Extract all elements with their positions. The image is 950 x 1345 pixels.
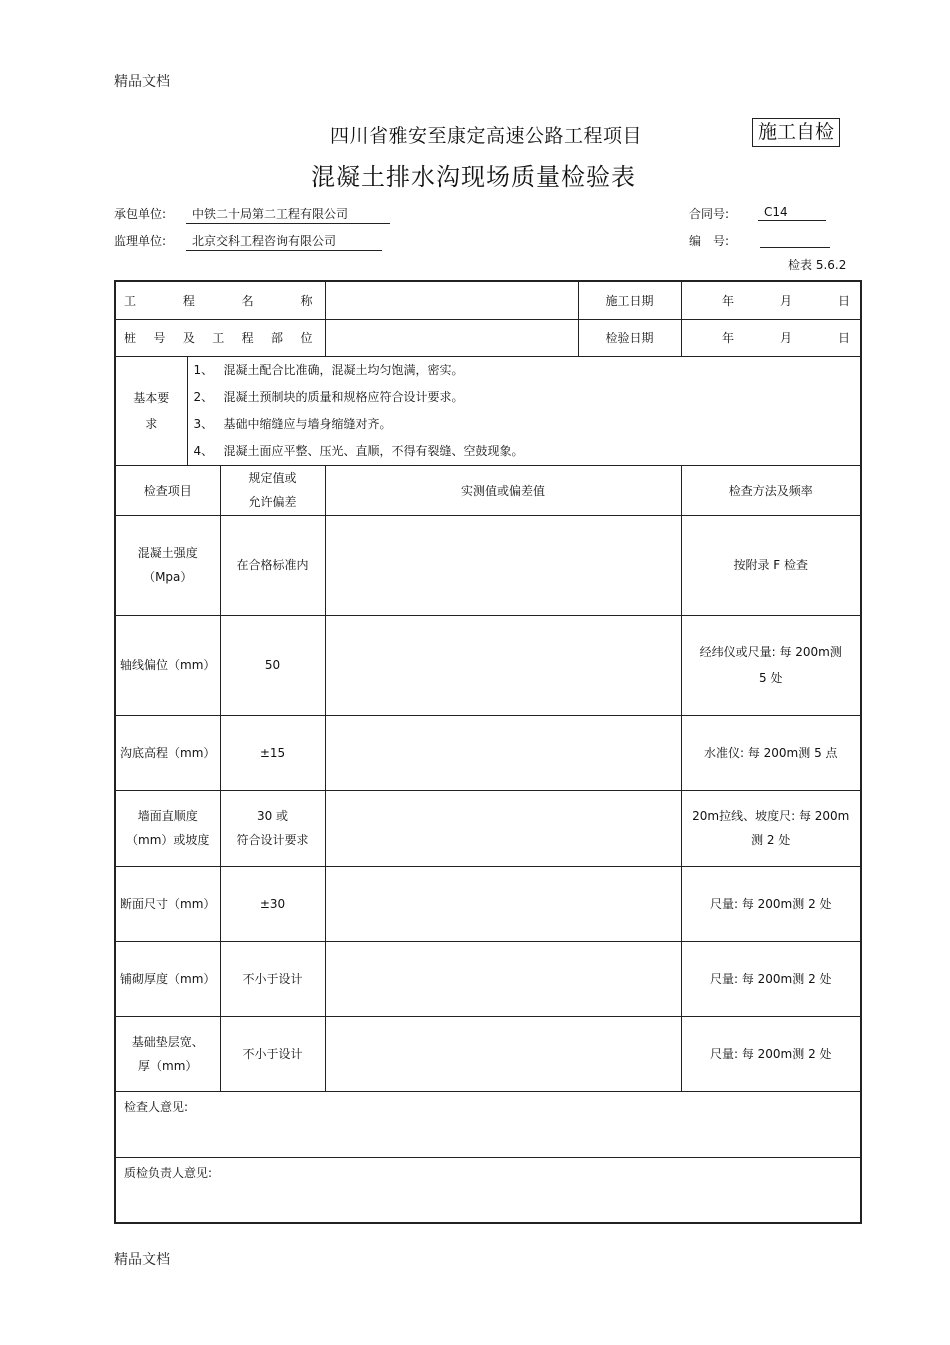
requirements-row [115, 356, 861, 465]
row-method: 经纬仪或尺量: 每 200m测 5 处 [681, 615, 861, 715]
row-method: 尺量: 每 200m测 2 处 [681, 941, 861, 1016]
table-row [115, 1016, 861, 1091]
requirements-label: 基本要 求 [115, 356, 187, 465]
row-item: 断面尺寸（mm） [115, 866, 220, 941]
requirement-item: 1、 混凝土配合比准确，混凝土均匀饱满，密实。 [193, 362, 464, 377]
row-item: 墙面直顺度 （mm）或坡度 [115, 790, 220, 866]
construction-date-label: 施工日期 [578, 281, 681, 319]
pile-label: 桩 号 及 工 程 部 位 [115, 319, 325, 356]
inspector-opinion-field[interactable] [115, 1091, 861, 1157]
project-title: 四川省雅安至康定高速公路工程项目 [330, 125, 643, 147]
serial-no-label: 编 号: [689, 234, 730, 248]
requirement-item: 2、 混凝土预制块的质量和规格应符合设计要求。 [193, 389, 464, 404]
table-row [115, 615, 861, 715]
project-name-value[interactable] [325, 281, 578, 319]
row-measured[interactable] [325, 715, 681, 790]
row-spec: 30 或 符合设计要求 [220, 790, 325, 866]
table-row [115, 715, 861, 790]
requirement-item: 4、 混凝土面应平整、压光、直顺，不得有裂缝、空鼓现象。 [193, 443, 524, 458]
contract-no-value: C14 [758, 205, 826, 221]
pile-value[interactable] [325, 319, 578, 356]
self-check-badge: 施工自检 [752, 118, 840, 147]
row-measured[interactable] [325, 941, 681, 1016]
table-row [115, 790, 861, 866]
serial-no-value [760, 232, 830, 248]
row-spec: 不小于设计 [220, 1016, 325, 1091]
col-item-header: 检查项目 [115, 465, 220, 515]
qc-opinion-label: 质检负责人意见: [124, 1165, 213, 1180]
row-spec: 不小于设计 [220, 941, 325, 1016]
inspection-date-value[interactable]: 年 月 日 [681, 319, 861, 356]
row-spec: 50 [220, 615, 325, 715]
watermark-top: 精品文档 [114, 74, 170, 90]
contract-no-label: 合同号: [689, 207, 730, 221]
row-measured[interactable] [325, 515, 681, 615]
form-title: 混凝土排水沟现场质量检验表 [311, 163, 636, 191]
row-method: 尺量: 每 200m测 2 处 [681, 1016, 861, 1091]
row-measured[interactable] [325, 866, 681, 941]
col-spec-header: 规定值或 允许偏差 [220, 465, 325, 515]
row-item: 混凝土强度 （Mpa） [115, 515, 220, 615]
row-method: 按附录 F 检查 [681, 515, 861, 615]
inspector-opinion-label: 检查人意见: [124, 1099, 189, 1114]
row-spec: ±15 [220, 715, 325, 790]
project-name-label: 工 程 名 称 [115, 281, 325, 319]
row-method: 尺量: 每 200m测 2 处 [681, 866, 861, 941]
contractor-label: 承包单位: [114, 207, 167, 221]
row-item: 轴线偏位（mm） [115, 615, 220, 715]
project-name-row [115, 281, 861, 319]
requirement-item: 3、 基础中缩缝应与墙身缩缝对齐。 [193, 416, 392, 431]
construction-date-value[interactable]: 年 月 日 [681, 281, 861, 319]
row-spec: 在合格标准内 [220, 515, 325, 615]
qc-opinion-field[interactable] [115, 1157, 861, 1223]
requirements-list [187, 356, 861, 465]
row-item: 沟底高程（mm） [115, 715, 220, 790]
row-measured[interactable] [325, 1016, 681, 1091]
row-item: 铺砌厚度（mm） [115, 941, 220, 1016]
column-header-row [115, 465, 861, 515]
inspection-table [114, 280, 862, 1224]
qc-opinion-row [115, 1157, 861, 1223]
table-row [115, 515, 861, 615]
row-measured[interactable] [325, 790, 681, 866]
row-method: 20m拉线、坡度尺: 每 200m 测 2 处 [681, 790, 861, 866]
col-method-header: 检查方法及频率 [681, 465, 861, 515]
watermark-bottom: 精品文档 [114, 1252, 170, 1268]
form-code: 检表 5.6.2 [788, 258, 847, 272]
table-row [115, 941, 861, 1016]
supervisor-value: 北京交科工程咨询有限公司 [186, 232, 382, 251]
contractor-value: 中铁二十局第二工程有限公司 [186, 205, 390, 224]
table-row [115, 866, 861, 941]
row-measured[interactable] [325, 615, 681, 715]
col-measured-header: 实测值或偏差值 [325, 465, 681, 515]
row-spec: ±30 [220, 866, 325, 941]
pile-row [115, 319, 861, 356]
inspection-date-label: 检验日期 [578, 319, 681, 356]
supervisor-label: 监理单位: [114, 234, 167, 248]
row-item: 基础垫层宽、 厚（mm） [115, 1016, 220, 1091]
inspector-opinion-row [115, 1091, 861, 1157]
row-method: 水准仪: 每 200m测 5 点 [681, 715, 861, 790]
